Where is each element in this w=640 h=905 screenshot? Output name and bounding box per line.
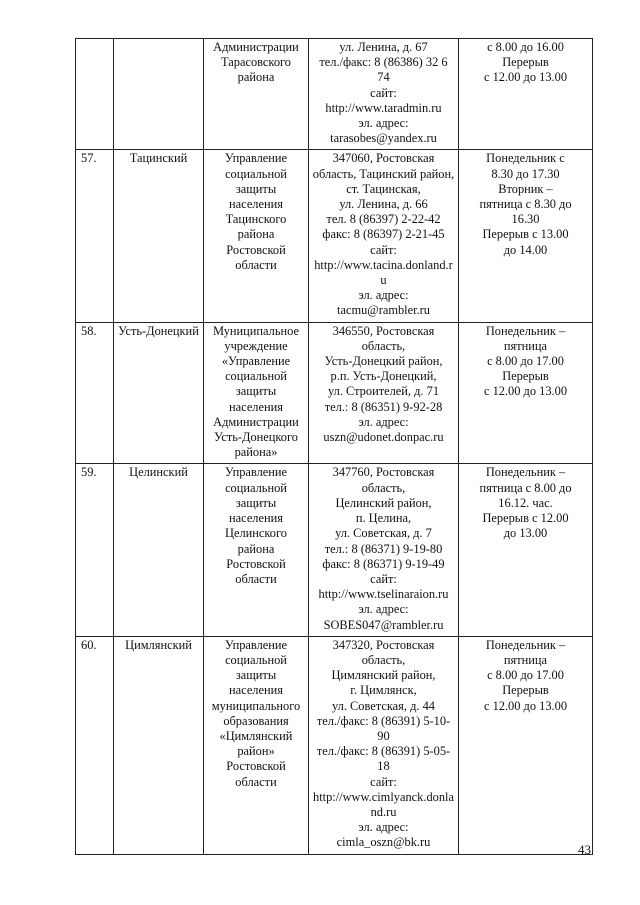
district-cell	[114, 322, 204, 464]
org-cell	[204, 322, 309, 464]
district-cell-text: Цимлянский	[125, 637, 192, 652]
contacts-line: uszn@udonet.donpac.ru	[323, 430, 444, 445]
district-cell	[114, 150, 204, 322]
contacts-line: ул. Строителей, д. 71	[327, 384, 440, 399]
contacts-line: тел./факс: 8 (86386) 32 6	[319, 55, 448, 70]
contacts-line: 347320, Ростовская	[332, 637, 435, 652]
org-cell	[204, 464, 309, 636]
hours-line: до 13.00	[503, 526, 548, 541]
row-number-cell	[76, 150, 114, 322]
org-line: защиты	[235, 384, 277, 399]
district-cell	[114, 636, 204, 854]
contacts-line: эл. адрес:	[358, 414, 409, 429]
contacts-line: область,	[361, 480, 406, 495]
hours-line: Перерыв с 13.00	[482, 227, 569, 242]
contacts-line: Цимлянский район,	[331, 668, 436, 683]
contacts-line: 90	[377, 728, 390, 743]
org-line: населения	[229, 399, 283, 414]
org-cell	[204, 150, 309, 322]
hours-line: 16.12. час.	[498, 495, 553, 510]
table-row	[76, 464, 593, 636]
page-number: 43	[578, 842, 591, 857]
contacts-line: тел./факс: 8 (86391) 5-05-	[316, 744, 451, 759]
org-line: района	[237, 227, 275, 242]
org-line: Управление	[224, 637, 288, 652]
hours-cell	[459, 150, 593, 322]
org-line: Ростовской	[226, 759, 286, 774]
contacts-cell	[309, 322, 459, 464]
contacts-cell	[309, 464, 459, 636]
hours-cell	[459, 39, 593, 150]
contacts-line: факс: 8 (86371) 9-19-49	[322, 556, 445, 571]
contacts-line: сайт:	[370, 85, 397, 100]
org-line: учреждение	[224, 338, 288, 353]
org-cell	[204, 39, 309, 150]
org-line: населения	[229, 683, 283, 698]
org-line: Управление	[224, 151, 288, 166]
org-line: район»	[237, 744, 275, 759]
contacts-line: эл. адрес:	[358, 820, 409, 835]
org-line: Муниципальное	[213, 323, 299, 338]
contacts-line: тел.: 8 (86371) 9-19-80	[324, 541, 443, 556]
hours-line: с 8.00 до 17.00	[487, 668, 564, 683]
org-line: социальной	[225, 166, 287, 181]
hours-cell	[459, 322, 593, 464]
contacts-line: 347060, Ростовская	[332, 151, 435, 166]
org-line: Ростовской	[226, 556, 286, 571]
row-number-cell	[76, 636, 114, 854]
row-number-cell-text: 58.	[81, 323, 97, 338]
hours-line: пятница	[503, 338, 548, 353]
org-line: района»	[234, 445, 278, 460]
hours-line: пятница с 8.30 до	[479, 197, 572, 212]
contacts-line: сайт:	[370, 242, 397, 257]
hours-line: Перерыв	[502, 683, 549, 698]
hours-line: с 8.00 до 17.00	[487, 354, 564, 369]
row-number-cell-text: 59.	[81, 465, 97, 480]
contacts-line: тел. 8 (86397) 2-22-42	[326, 212, 441, 227]
contacts-cell	[309, 39, 459, 150]
row-number-cell	[76, 464, 114, 636]
row-number-cell	[76, 322, 114, 464]
org-line: населения	[229, 197, 283, 212]
contacts-line: ул. Ленина, д. 66	[339, 197, 428, 212]
hours-line: с 12.00 до 13.00	[483, 70, 568, 85]
row-number-cell-text: 60.	[81, 637, 97, 652]
hours-line: Перерыв с 12.00	[482, 511, 569, 526]
hours-cell	[459, 636, 593, 854]
hours-line: Понедельник –	[485, 323, 566, 338]
contacts-line: http://www.tselinaraion.ru	[318, 587, 449, 602]
contacts-line: ст. Тацинская,	[346, 181, 421, 196]
contacts-line: ул. Советская, д. 7	[335, 526, 432, 541]
hours-line: с 12.00 до 13.00	[483, 384, 568, 399]
org-line: образования	[223, 713, 289, 728]
org-line: Целинского	[225, 526, 287, 541]
contacts-line: 347760, Ростовская	[332, 465, 435, 480]
org-line: Тарасовского	[221, 55, 291, 70]
org-line: области	[235, 257, 277, 272]
table-body	[76, 39, 593, 855]
org-cell	[204, 636, 309, 854]
contacts-line: тел.: 8 (86351) 9-92-28	[324, 399, 443, 414]
org-line: защиты	[235, 495, 277, 510]
org-line: социальной	[225, 652, 287, 667]
contacts-line: http://www.taradmin.ru	[325, 100, 442, 115]
org-line: Управление	[224, 465, 288, 480]
row-number-cell	[76, 39, 114, 150]
district-cell-text: Целинский	[129, 465, 188, 480]
org-line: Усть-Донецкого	[214, 430, 298, 445]
hours-line: Перерыв	[502, 369, 549, 384]
contacts-table	[75, 38, 593, 855]
contacts-cell	[309, 636, 459, 854]
contacts-line: область,	[361, 338, 406, 353]
contacts-line: ул. Советская, д. 44	[332, 698, 435, 713]
contacts-line: р.п. Усть-Донецкий,	[330, 369, 437, 384]
contacts-line: cimla_oszn@bk.ru	[336, 835, 431, 850]
org-line: Тацинского	[225, 212, 287, 227]
contacts-line: ул. Ленина, д. 67	[339, 40, 428, 54]
contacts-line: область,	[361, 652, 406, 667]
org-line: социальной	[225, 480, 287, 495]
contacts-line: Усть-Донецкий район,	[324, 354, 443, 369]
org-line: Администрации	[213, 414, 299, 429]
hours-line: 16.30	[511, 212, 540, 227]
org-line: защиты	[235, 668, 277, 683]
org-line: населения	[229, 511, 283, 526]
contacts-line: эл. адрес:	[358, 288, 409, 303]
contacts-line: факс: 8 (86397) 2-21-45	[322, 227, 445, 242]
org-line: области	[235, 571, 277, 586]
contacts-line: п. Целина,	[355, 511, 412, 526]
org-line: района	[237, 70, 275, 85]
row-number-cell-text: 57.	[81, 151, 97, 166]
hours-line: Понедельник с	[486, 151, 565, 166]
district-cell	[114, 39, 204, 150]
org-line: «Цимлянский	[219, 728, 293, 743]
contacts-line: http://www.tacina.donland.r	[314, 257, 453, 272]
contacts-line: http://www.cimlyanck.donla	[313, 789, 454, 804]
hours-line: с 12.00 до 13.00	[483, 698, 568, 713]
org-line: области	[235, 774, 277, 789]
contacts-line: 18	[377, 759, 390, 774]
contacts-line: tarasobes@yandex.ru	[330, 131, 437, 146]
contacts-line: тел./факс: 8 (86391) 5-10-	[316, 713, 451, 728]
hours-line: Вторник –	[498, 181, 553, 196]
district-cell-text: Усть-Донецкий	[118, 323, 199, 338]
hours-cell	[459, 464, 593, 636]
contacts-line: эл. адрес:	[358, 602, 409, 617]
table-row	[76, 322, 593, 464]
hours-line: с 8.00 до 16.00	[487, 40, 564, 54]
org-line: Ростовской	[226, 242, 286, 257]
contacts-cell	[309, 150, 459, 322]
table-row	[76, 39, 593, 150]
contacts-line: nd.ru	[370, 804, 397, 819]
contacts-line: SOBES047@rambler.ru	[323, 617, 444, 632]
contacts-line: Целинский район,	[335, 495, 432, 510]
org-line: Администрации	[213, 40, 299, 54]
hours-line: пятница	[503, 652, 548, 667]
district-cell	[114, 464, 204, 636]
contacts-line: сайт:	[370, 774, 397, 789]
table-row	[76, 636, 593, 854]
org-line: «Управление	[221, 354, 291, 369]
district-cell-text: Тацинский	[129, 151, 188, 166]
contacts-line: 346550, Ростовская	[332, 323, 435, 338]
contacts-line: tacmu@rambler.ru	[337, 303, 430, 318]
hours-line: до 14.00	[503, 242, 548, 257]
hours-line: Понедельник –	[485, 465, 566, 480]
org-line: муниципального	[211, 698, 301, 713]
contacts-line: 74	[377, 70, 390, 85]
contacts-line: эл. адрес:	[358, 116, 409, 131]
org-line: защиты	[235, 181, 277, 196]
org-line: социальной	[225, 369, 287, 384]
contacts-line: область, Тацинский район,	[312, 166, 455, 181]
contacts-line: г. Цимлянск,	[350, 683, 417, 698]
org-line: района	[237, 541, 275, 556]
contacts-line: u	[380, 273, 387, 288]
hours-line: Понедельник –	[485, 637, 566, 652]
contacts-line: сайт:	[370, 571, 397, 586]
hours-line: 8.30 до 17.30	[491, 166, 560, 181]
table-row	[76, 150, 593, 322]
hours-line: пятница с 8.00 до	[479, 480, 572, 495]
hours-line: Перерыв	[502, 55, 549, 70]
